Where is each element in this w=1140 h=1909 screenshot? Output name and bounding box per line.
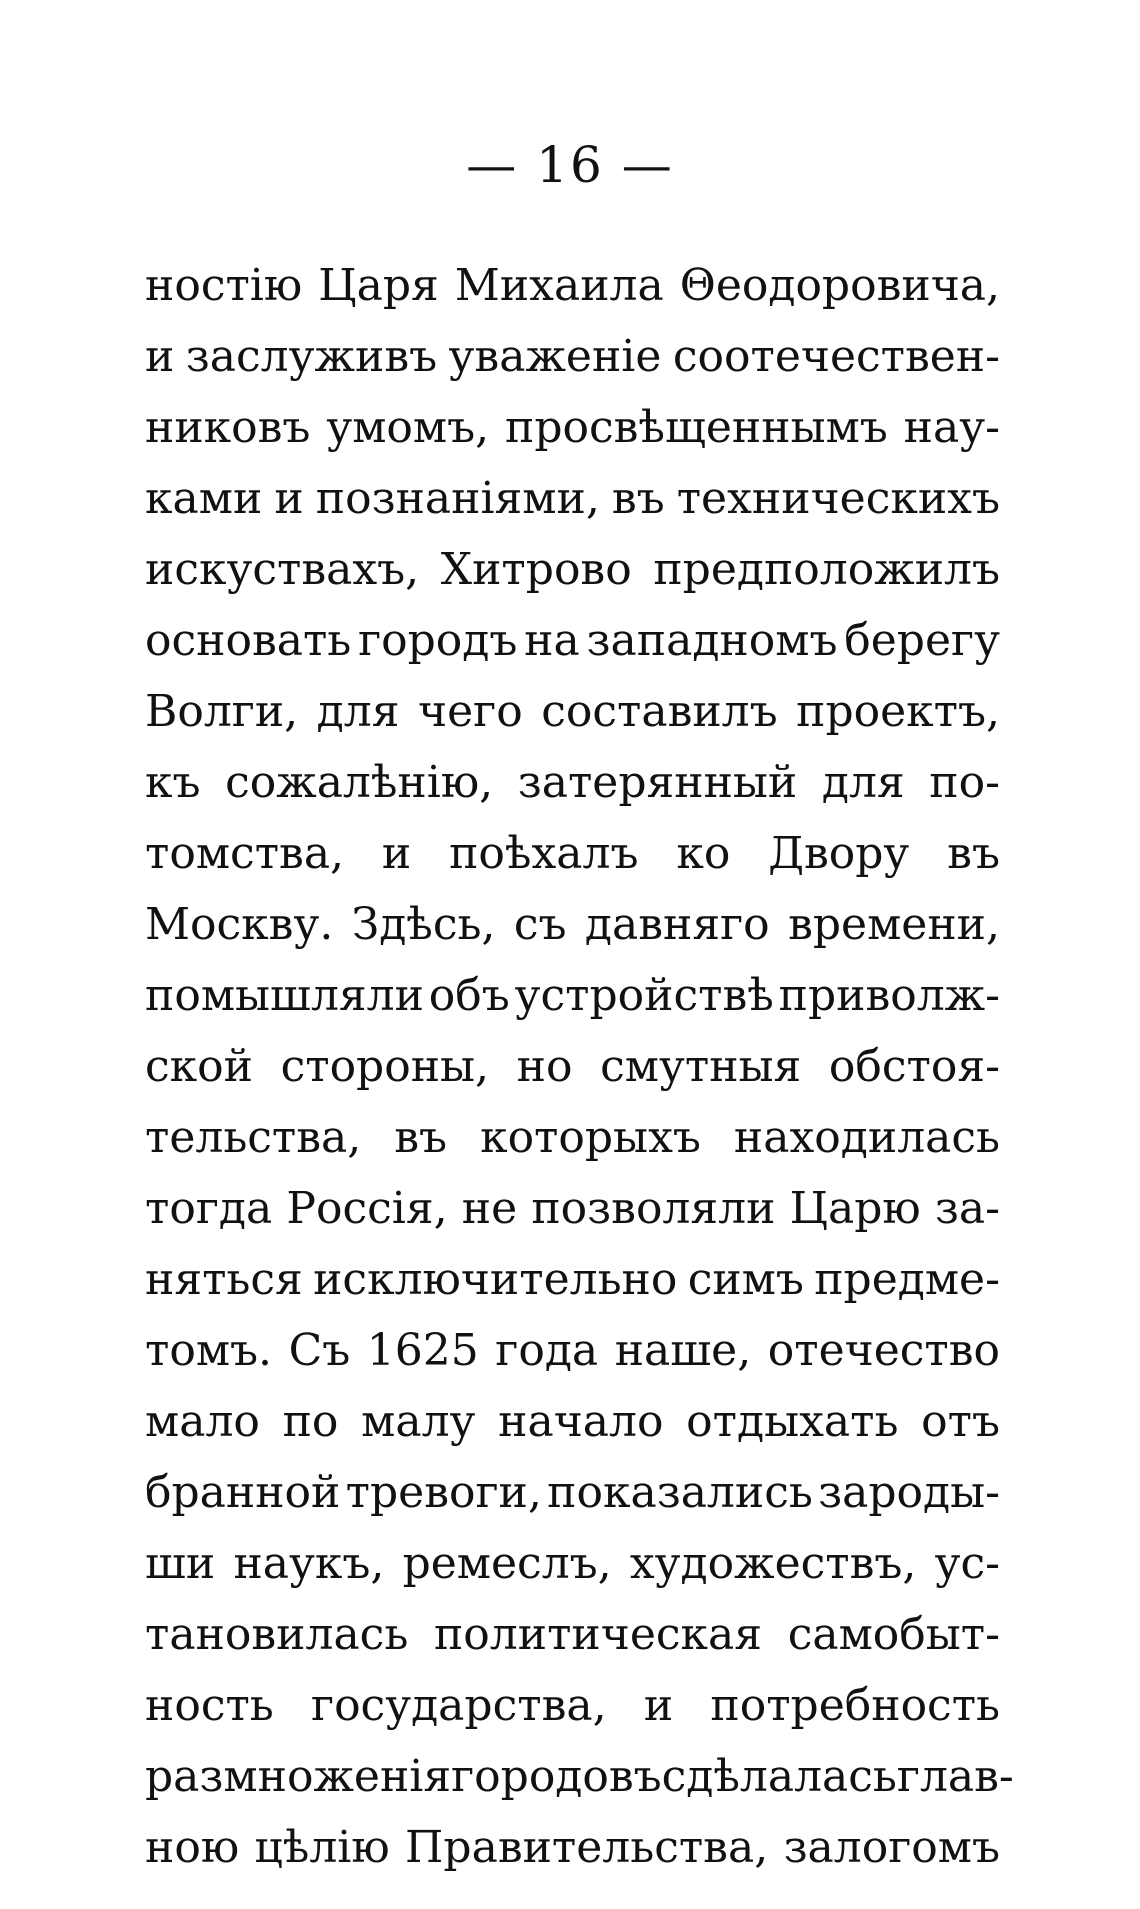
word: на bbox=[524, 615, 580, 666]
word: Михаила bbox=[454, 260, 664, 311]
word: основать bbox=[145, 615, 352, 666]
text-line bbox=[145, 818, 1000, 889]
page-number: — 16 — bbox=[466, 136, 674, 194]
word: объ bbox=[428, 970, 510, 1021]
word: въ bbox=[611, 473, 665, 524]
text-line bbox=[145, 1741, 1014, 1812]
word: залогомъ bbox=[783, 1822, 1000, 1873]
word: составилъ bbox=[541, 686, 778, 737]
word: устройствѣ bbox=[514, 970, 774, 1021]
word: просвѣщеннымъ bbox=[505, 402, 888, 453]
text-line bbox=[145, 534, 1000, 605]
word: стороны, bbox=[280, 1041, 490, 1092]
text-line bbox=[145, 676, 1000, 747]
word: городовъ bbox=[451, 1751, 662, 1802]
word: Царю bbox=[789, 1183, 921, 1234]
word: по- bbox=[929, 757, 1000, 808]
word: по bbox=[282, 1396, 339, 1447]
word: и bbox=[381, 828, 412, 879]
word: ность bbox=[145, 1680, 274, 1731]
word: года bbox=[495, 1325, 599, 1376]
word: Москву. bbox=[145, 899, 334, 950]
text-line bbox=[145, 1386, 1000, 1457]
word: уваженіе bbox=[448, 331, 662, 382]
text-line bbox=[145, 1173, 1000, 1244]
text-line bbox=[145, 1670, 1000, 1741]
word: позволяли bbox=[531, 1183, 776, 1234]
text-line bbox=[145, 250, 1000, 321]
word: симъ bbox=[687, 1254, 804, 1305]
word: отдыхать bbox=[686, 1396, 899, 1447]
word: 1625 bbox=[366, 1325, 479, 1376]
word: умомъ, bbox=[326, 402, 490, 453]
word: ской bbox=[145, 1041, 253, 1092]
text-line bbox=[145, 889, 1000, 960]
word: няться bbox=[145, 1254, 303, 1305]
word: за- bbox=[934, 1183, 1000, 1234]
word: тогда bbox=[145, 1183, 273, 1234]
word: Хитрово bbox=[440, 544, 632, 595]
text-line bbox=[145, 463, 1000, 534]
word: самобыт- bbox=[787, 1609, 1000, 1660]
word: и bbox=[274, 473, 304, 524]
word: политическая bbox=[433, 1609, 762, 1660]
word: томъ. bbox=[145, 1325, 273, 1376]
word: ною bbox=[145, 1822, 240, 1873]
word: бранной bbox=[145, 1467, 341, 1518]
word: потребность bbox=[710, 1680, 1000, 1731]
word: Θеодоровича, bbox=[679, 260, 1000, 311]
word: познаніями, bbox=[315, 473, 600, 524]
word: берегу bbox=[844, 615, 1000, 666]
word: наше, bbox=[614, 1325, 752, 1376]
word: Двору bbox=[768, 828, 910, 879]
word: наукъ, bbox=[233, 1538, 385, 1589]
word: Россія, bbox=[286, 1183, 448, 1234]
word: отъ bbox=[921, 1396, 1000, 1447]
word: для bbox=[316, 686, 400, 737]
word: малу bbox=[361, 1396, 476, 1447]
word: приволж- bbox=[778, 970, 1000, 1021]
word: никовъ bbox=[145, 402, 311, 453]
text-line bbox=[145, 1315, 1000, 1386]
word: городъ bbox=[358, 615, 518, 666]
word: сдѣлалась bbox=[661, 1751, 897, 1802]
word: государства, bbox=[311, 1680, 607, 1731]
word: исключительно bbox=[313, 1254, 678, 1305]
word: отечество bbox=[767, 1325, 1000, 1376]
word: и bbox=[643, 1680, 674, 1731]
word: и bbox=[145, 331, 175, 382]
word: ками bbox=[145, 473, 263, 524]
word: предме- bbox=[814, 1254, 1000, 1305]
word: Съ bbox=[288, 1325, 351, 1376]
word: начало bbox=[498, 1396, 664, 1447]
word: давняго bbox=[584, 899, 770, 950]
word: глав- bbox=[896, 1751, 1014, 1802]
word: чего bbox=[418, 686, 523, 737]
text-line bbox=[145, 605, 1000, 676]
word: въ bbox=[394, 1112, 448, 1163]
word: художествъ, bbox=[629, 1538, 917, 1589]
text-line bbox=[145, 1528, 1000, 1599]
word: Правительства, bbox=[405, 1822, 769, 1873]
word: обстоя- bbox=[828, 1041, 1000, 1092]
word: зароды- bbox=[818, 1467, 1000, 1518]
text-line bbox=[145, 392, 1000, 463]
text-line bbox=[145, 321, 1000, 392]
word: тельства, bbox=[145, 1112, 362, 1163]
word: размноженія bbox=[145, 1751, 452, 1802]
word: которыхъ bbox=[480, 1112, 701, 1163]
word: тревоги, bbox=[345, 1467, 542, 1518]
text-line bbox=[145, 1102, 1000, 1173]
text-line bbox=[145, 960, 1000, 1031]
word: Царя bbox=[318, 260, 439, 311]
text-line bbox=[145, 1457, 1000, 1528]
word: Здѣсь, bbox=[351, 899, 496, 950]
word: для bbox=[821, 757, 905, 808]
word: помышляли bbox=[145, 970, 424, 1021]
word: соотечествен- bbox=[672, 331, 1000, 382]
word: Волги, bbox=[145, 686, 299, 737]
word: ко bbox=[676, 828, 731, 879]
word: но bbox=[516, 1041, 573, 1092]
word: къ bbox=[145, 757, 201, 808]
word: находилась bbox=[733, 1112, 1000, 1163]
word: сожалѣнію, bbox=[225, 757, 494, 808]
word: цѣлію bbox=[254, 1822, 390, 1873]
text-line bbox=[145, 747, 1000, 818]
word: ус- bbox=[934, 1538, 1000, 1589]
text-line bbox=[145, 1031, 1000, 1102]
word: съ bbox=[513, 899, 567, 950]
word: ремеслъ, bbox=[402, 1538, 612, 1589]
word: тановилась bbox=[145, 1609, 409, 1660]
word: показались bbox=[547, 1467, 813, 1518]
body-text bbox=[145, 250, 1014, 1883]
word: затерянный bbox=[517, 757, 798, 808]
word: не bbox=[461, 1183, 518, 1234]
text-line bbox=[145, 1244, 1000, 1315]
word: ши bbox=[145, 1538, 216, 1589]
word: заслуживъ bbox=[185, 331, 438, 382]
word: поѣхалъ bbox=[449, 828, 639, 879]
word: предположилъ bbox=[653, 544, 1000, 595]
word: западномъ bbox=[586, 615, 838, 666]
text-line bbox=[145, 1599, 1000, 1670]
word: ностію bbox=[145, 260, 303, 311]
word: мало bbox=[145, 1396, 260, 1447]
word: смутныя bbox=[600, 1041, 802, 1092]
word: техническихъ bbox=[676, 473, 1000, 524]
word: въ bbox=[947, 828, 1000, 879]
word: времени, bbox=[788, 899, 1000, 950]
word: проектъ, bbox=[796, 686, 1000, 737]
word: томства, bbox=[145, 828, 345, 879]
text-line bbox=[145, 1812, 1000, 1883]
word: искуствахъ, bbox=[145, 544, 420, 595]
word: нау- bbox=[903, 402, 1000, 453]
